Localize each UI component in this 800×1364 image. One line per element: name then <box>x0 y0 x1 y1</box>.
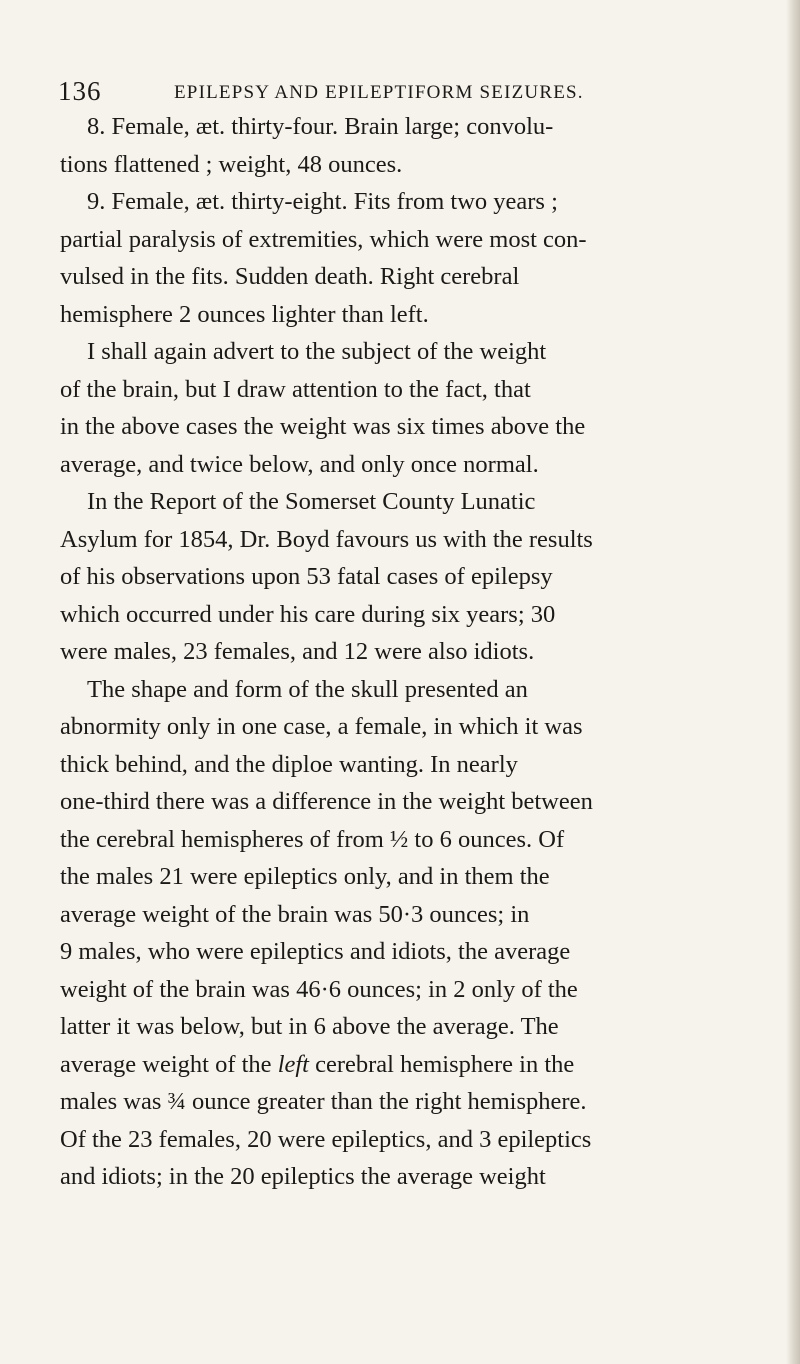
body-text <box>60 108 760 1196</box>
text-line: abnormity only in one case, a female, in which it was <box>60 713 583 740</box>
text-line: partial paralysis of extremities, which were most con- <box>60 225 587 253</box>
text-line: latter it was below, but in 6 above the average. The <box>60 1013 559 1040</box>
running-head-title: EPILEPSY AND EPILEPTIFORM SEIZURES. <box>174 82 584 103</box>
text-line: 8. Female, æt. thirty-four. Brain large; convolu- <box>87 113 554 140</box>
italic-word: left <box>277 1050 309 1078</box>
page-edge-shadow <box>786 0 800 1364</box>
text-line: The shape and form of the skull presented an <box>87 675 528 703</box>
text-line: In the Report of the Somerset County Lunatic <box>87 488 536 515</box>
text-line: average weight of the left cerebral hemisphere in the <box>60 1046 760 1084</box>
text-line: one-third there was a difference in the weight between <box>60 788 593 815</box>
text-line: Asylum for 1854, Dr. Boyd favours us with the results <box>60 525 593 553</box>
text-line: weight of the brain was 46·6 ounces; in 2 only of the <box>60 975 578 1003</box>
text-line: and idiots; in the 20 epileptics the average weight <box>60 1163 546 1190</box>
text-line: males was ¾ ounce greater than the right hemisphere. <box>60 1088 587 1115</box>
text-line: in the above cases the weight was six times above the <box>60 413 586 440</box>
text-line: average, and twice below, and only once normal. <box>60 450 539 478</box>
text-line: I shall again advert to the subject of the weight <box>87 338 547 365</box>
text-line: were males, 23 females, and 12 were also idiots. <box>60 638 535 665</box>
text-line: Of the 23 females, 20 were epileptics, and 3 epileptics <box>60 1125 592 1153</box>
text-line: hemisphere 2 ounces lighter than left. <box>60 300 429 328</box>
text-line: average weight of the brain was 50·3 ounces; in <box>60 900 530 928</box>
text-line: the cerebral hemispheres of from ½ to 6 ounces. Of <box>60 825 565 853</box>
text-line: tions flattened ; weight, 48 ounces. <box>60 150 403 178</box>
text-line: which occurred under his care during six years; 30 <box>60 600 556 628</box>
page-number: 136 <box>58 76 102 106</box>
text-line: vulsed in the fits. Sudden death. Right cerebral <box>60 263 520 290</box>
text-line: of the brain, but I draw attention to the fact, that <box>60 375 531 403</box>
text-line: of his observations upon 53 fatal cases of epilepsy <box>60 563 553 590</box>
text-line: thick behind, and the diploe wanting. In nearly <box>60 750 518 778</box>
text-line: the males 21 were epileptics only, and in them the <box>60 863 550 890</box>
text-line: 9. Female, æt. thirty-eight. Fits from two years ; <box>87 188 558 215</box>
text-line: 9 males, who were epileptics and idiots, the average <box>60 938 571 965</box>
